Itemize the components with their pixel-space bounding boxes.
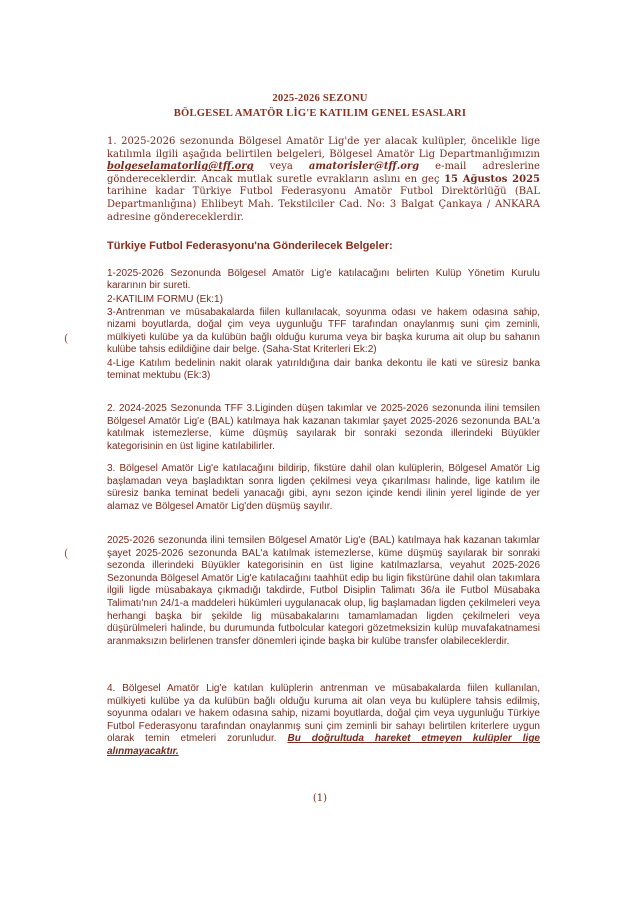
email-link-bal[interactable]: bolgeselamatorlig@tff.org [107, 161, 254, 173]
document-item-4: 4-Lige Katılım bedelinin nakit olarak yatırıldığına dair banka dekontu ile kati ve süresiz banka teminat mektubu (Ek:3) [107, 358, 540, 382]
after-email-text: göndereceklerdir. Ancak mutlak suretle evrakların aslını en geç [107, 173, 440, 185]
section-3b: 2025-2026 sezonunda ilini temsilen Bölgesel Amatör Lig'e (BAL) katılmaya hak kazanan takımlar şayet 2025-2026 sezonunda BAL'a katılmak istemezlerse, küme düşmüş sayılarak bir sonraki sezonda illerindeki Büyükler kategorisinin en üst ligine katılmazlarsa, veyahut 2025-2026 Sezonunda Bölgesel Amatör Lig'e katılacağını taahhüt edip bu ligin fikstürüne dahil olan takımlara ilgili ligde müsabakaya çıkmadığı takdirde, Futbol Disiplin Talimatı 36/a ile Futbol Müsabaka Talimatı'nın 24/1-a maddeleri hükümleri uygulanacak olup, lig başlamadan ligden çekilmeleri veya herhangi başka bir şekilde lig müsabakalarını tamamlamadan ligden çekilmeleri veya düşürülmeleri halinde, bu durumunda futbolcular kategori gözetmeksizin kulüp muvafakatnamesi aranmaksızın belirlenen transfer dönemleri içinde başka bir kulübe transfer olabileceklerdir. [107, 535, 540, 647]
email-link-amator[interactable]: amatorisler@tff.org [308, 161, 420, 173]
section-3: 3. Bölgesel Amatör Lig'e katılacağını bildirip, fikstüre dahil olan kulüplerin, Bölgesel Amatör Lig başlamadan veya başladıktan sonra ligden çekilmesi veya çıkarılması halinde, lige katılım ile süresiz banka teminat bedeli yanacağı gibi, aynı sezon içinde kendi ilinin yerel liginde de yer alamaz ve Bölgesel Amatör Lig'den düşmüş sayılır. [107, 463, 540, 512]
season-title: 2025-2026 SEZONU [272, 93, 368, 104]
section-1 [107, 136, 540, 224]
deadline-date: 15 Ağustos 2025 [444, 173, 540, 185]
document-item-2: 2-KATILIM FORMU (Ek:1) [107, 294, 223, 305]
address-text: tarihine kadar Türkiye Futbol Federasyonu Amatör Futbol Direktörlüğü (BAL Departmanlığına) Ehlibeyt Mah. Tekstilciler Cad. No: 3 Balgat Çankaya / ANKARA adresine göndereceklerdir. [107, 186, 540, 223]
section-4 [107, 683, 540, 759]
document-item-3: 3-Antrenman ve müsabakalarda fiilen kullanılacak, soyunma odası ve hakem odasına sahip, nizami boyutlarda, doğal çim veya uygunluğu TFF tarafından onaylanmış suni çim zeminli, mülkiyeti kulübe ya da kulübün bağlı olduğu kuruma veya bir başka kuruma ait olup bu sahanın kulübe tahsis edildiğine dair belge. (Saha-Stat Kriterleri Ek:2) [107, 307, 540, 356]
documents-heading: Türkiye Futbol Federasyonu'na Gönderilecek Belgeler: [107, 240, 393, 252]
margin-mark-2: ( [64, 547, 69, 560]
page-number: (1) [312, 793, 328, 804]
section-4-text: 4. Bölgesel Amatör Lig'e katılan kulüplerin antrenman ve müsabakalarda fiilen kullanılan, mülkiyeti kulübe ya da kulübün bağlı olduğu kuruma ait olan veya bu kulüplere tahsis edilmiş, soyunma odaları ve hakem odasına sahip, nizami boyutlarda, doğal çim veya uygunluğu Türkiye Futbol Federasyonu tarafından onaylanmış suni çim zeminli bir sahayı belirtilen kriterlere uygun olarak temin etmeleri zorunludur. [107, 683, 540, 745]
section-4-emphasis: Bu doğrultuda hareket etmeyen kulüpler lige alınmayacaktır. [107, 733, 540, 757]
document-item-1: 1-2025-2026 Sezonunda Bölgesel Amatör Lig'e katılacağını belirten Kulüp Yönetim Kurulu kararının bir sureti. [107, 268, 540, 292]
document-title: BÖLGESEL AMATÖR LİG'E KATILIM GENEL ESASLARI [173, 108, 467, 119]
section-2: 2. 2024-2025 Sezonunda TFF 3.Liginden düşen takımlar ve 2025-2026 sezonunda ilini temsilen Bölgesel Amatör Lig'e (BAL) katılmaya hak kazanan takımlar şayet 2025-2026 sezonunda BAL'a katılmak istemezlerse, küme düşmüş sayılarak bir sonraki sezonda illerindeki Büyükler kategorisinin en üst ligine katılabilirler. [107, 403, 540, 452]
email-suffix: e-mail adreslerine [435, 161, 540, 173]
section-1-intro: 1. 2025-2026 sezonunda Bölgesel Amatör Lig'de yer alacak kulüpler, öncelikle lige katılımla ilgili aşağıda belirtilen belgeleri, Bölgesel Amatör Lig Departmanlığımızın [107, 136, 540, 160]
email-or: veya [269, 161, 293, 173]
margin-mark: ( [64, 332, 69, 345]
